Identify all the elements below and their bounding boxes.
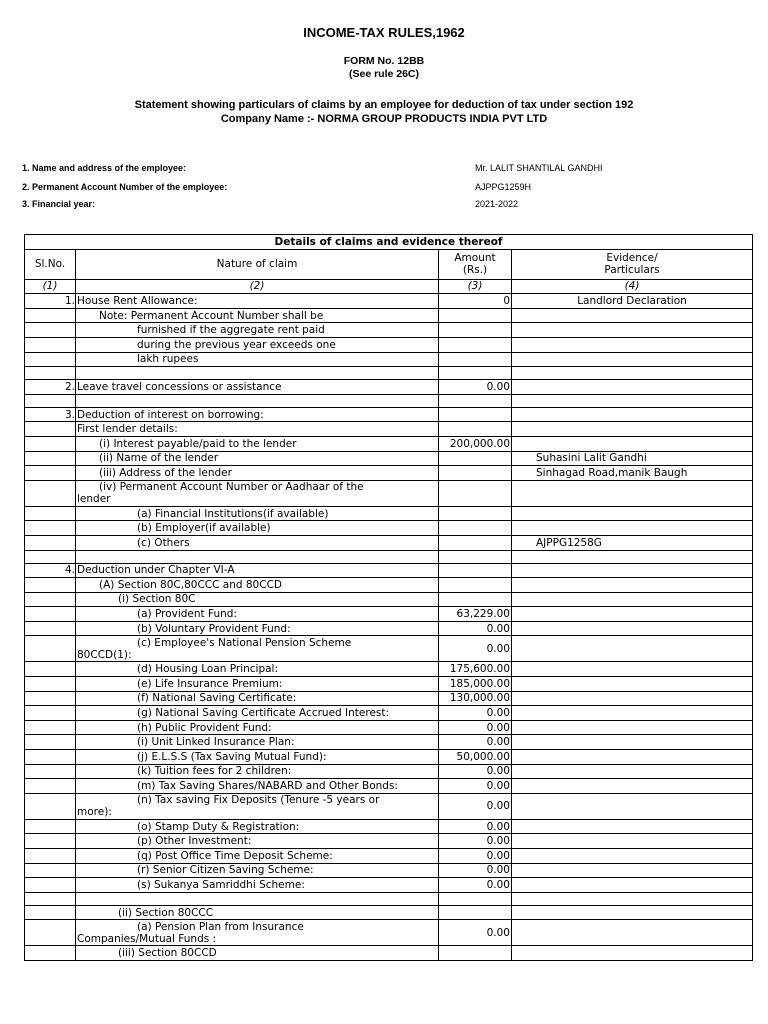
row-nature (76, 863, 439, 878)
row-evidence (512, 863, 753, 878)
header-amount-line2: (Rs.) (462, 264, 488, 277)
row-slno (25, 323, 76, 338)
row-nature (76, 422, 439, 437)
row-slno (25, 706, 76, 721)
row-nature (76, 764, 439, 779)
row-evidence (512, 592, 753, 607)
row-slno (25, 352, 76, 367)
table-row (25, 878, 753, 893)
table-row (25, 380, 753, 395)
row-slno (25, 720, 76, 735)
row-amount (439, 352, 512, 367)
row-nature (76, 819, 439, 834)
table-title: Details of claims and evidence thereof (25, 235, 753, 250)
table-row (25, 720, 753, 735)
row-amount (439, 466, 512, 481)
row-amount (439, 905, 512, 920)
row-slno (25, 422, 76, 437)
row-nature-text: Deduction under Chapter VI-A (77, 564, 235, 577)
row-amount: 0.00 (439, 834, 512, 849)
row-amount: 185,000.00 (439, 677, 512, 692)
row-nature-text: (iv) Permanent Account Number or Aadhaar of the (99, 481, 364, 494)
row-nature-text: (i) Unit Linked Insurance Plan: (137, 736, 295, 749)
row-nature (76, 323, 439, 338)
row-slno (25, 521, 76, 536)
row-nature (76, 308, 439, 323)
colnum-2-text: (2) (249, 280, 265, 293)
row-slno (25, 691, 76, 706)
row-nature-text: (a) Provident Fund: (137, 608, 237, 621)
row-nature-text: (ii) Section 80CCC (118, 906, 214, 919)
colnum-3-text: (3) (467, 280, 483, 293)
row-amount: 200,000.00 (439, 436, 512, 451)
row-evidence (512, 946, 753, 961)
row-nature (76, 607, 439, 622)
row-evidence: AJPPG1258G (512, 535, 753, 550)
row-slno (25, 905, 76, 920)
row-slno (25, 308, 76, 323)
row-amount: 0.00 (439, 849, 512, 864)
row-evidence (512, 878, 753, 893)
row-nature-text: (c) Others (137, 536, 190, 549)
row-evidence: Landlord Declaration (512, 294, 753, 309)
row-nature-text: (f) National Saving Certificate: (137, 692, 297, 705)
table-row (25, 863, 753, 878)
row-evidence (512, 621, 753, 636)
row-slno (25, 849, 76, 864)
form-title: INCOME-TAX RULES,1962 (303, 25, 465, 40)
table-row (25, 480, 753, 506)
row-nature-text: during the previous year exceeds one (137, 338, 336, 351)
row-nature (76, 394, 439, 407)
row-nature-text: lakh rupees (137, 353, 199, 366)
row-evidence (512, 834, 753, 849)
row-slno (25, 436, 76, 451)
row-nature-text: (A) Section 80C,80CCC and 80CCD (99, 578, 282, 591)
row-nature (76, 920, 439, 946)
row-nature-text: (ii) Name of the lender (99, 452, 219, 465)
row-nature-text: (q) Post Office Time Deposit Scheme: (137, 849, 333, 862)
row-nature (76, 892, 439, 905)
row-nature-text: (n) Tax saving Fix Deposits (Tenure -5 years or (137, 794, 380, 807)
row-evidence (512, 636, 753, 662)
row-amount (439, 337, 512, 352)
table-row (25, 677, 753, 692)
row-nature-text: (a) Financial Institutions(if available) (137, 507, 329, 520)
row-slno (25, 337, 76, 352)
row-nature-text: (j) E.L.S.S (Tax Saving Mutual Fund): (137, 750, 327, 763)
row-slno (25, 764, 76, 779)
row-slno (25, 750, 76, 765)
row-evidence (512, 436, 753, 451)
row-slno (25, 677, 76, 692)
row-nature (76, 677, 439, 692)
row-evidence (512, 677, 753, 692)
table-row (25, 466, 753, 481)
row-nature (76, 878, 439, 893)
row-slno: 2. (25, 380, 76, 395)
row-amount: 0 (439, 294, 512, 309)
row-nature-text-cont: 80CCD(1): (77, 648, 132, 661)
row-nature (76, 735, 439, 750)
table-row (25, 750, 753, 765)
row-amount: 0.00 (439, 735, 512, 750)
row-nature-text: (a) Pension Plan from Insurance (137, 920, 304, 933)
row-slno (25, 535, 76, 550)
form-no: FORM No. 12BB (343, 55, 425, 67)
table-row (25, 352, 753, 367)
row-evidence (512, 563, 753, 578)
header-amount (439, 249, 512, 279)
row-evidence (512, 662, 753, 677)
table-row (25, 662, 753, 677)
row-slno (25, 920, 76, 946)
row-nature (76, 706, 439, 721)
row-evidence (512, 550, 753, 563)
row-amount: 0.00 (439, 878, 512, 893)
row-nature-text: (o) Stamp Duty & Registration: (137, 820, 300, 833)
row-nature (76, 946, 439, 961)
row-evidence (512, 607, 753, 622)
row-amount (439, 308, 512, 323)
table-row (25, 592, 753, 607)
table-row (25, 422, 753, 437)
row-slno (25, 834, 76, 849)
row-nature-text: (r) Senior Citizen Saving Scheme: (137, 864, 314, 877)
row-evidence (512, 380, 753, 395)
row-nature-text: House Rent Allowance: (77, 294, 198, 307)
row-nature (76, 621, 439, 636)
row-slno (25, 578, 76, 593)
row-evidence (512, 793, 753, 819)
row-nature-text: (i) Interest payable/paid to the lender (99, 437, 297, 450)
row-slno (25, 550, 76, 563)
row-nature (76, 506, 439, 521)
table-row (25, 436, 753, 451)
row-amount (439, 563, 512, 578)
row-nature (76, 380, 439, 395)
table-row (25, 834, 753, 849)
row-evidence (512, 422, 753, 437)
row-amount: 0.00 (439, 621, 512, 636)
row-slno (25, 592, 76, 607)
row-evidence (512, 407, 753, 422)
row-nature-text: (iii) Section 80CCD (118, 947, 217, 960)
row-nature-text: (b) Employer(if available) (137, 522, 271, 535)
table-row (25, 550, 753, 563)
row-nature-text: Deduction of interest on borrowing: (77, 408, 264, 421)
employee-name-label: 1. Name and address of the employee: (22, 163, 187, 173)
row-evidence (512, 750, 753, 765)
financial-year-value: 2021-2022 (475, 199, 519, 209)
row-nature (76, 636, 439, 662)
row-evidence (512, 352, 753, 367)
row-amount: 130,000.00 (439, 691, 512, 706)
row-slno (25, 451, 76, 466)
row-nature-text: (d) Housing Loan Principal: (137, 663, 279, 676)
colnum-4 (512, 279, 753, 294)
row-amount: 0.00 (439, 819, 512, 834)
table-row (25, 946, 753, 961)
row-evidence (512, 779, 753, 794)
claims-table (24, 234, 753, 961)
row-slno (25, 779, 76, 794)
row-nature-text-cont: lender (77, 493, 111, 506)
row-nature-text: First lender details: (77, 423, 178, 436)
row-nature (76, 436, 439, 451)
form-rule: (See rule 26C) (348, 68, 420, 80)
row-evidence: Sinhagad Road,manik Baugh (512, 466, 753, 481)
row-slno (25, 863, 76, 878)
header-evidence-line2: Particulars (604, 264, 660, 277)
row-nature (76, 535, 439, 550)
row-amount: 0.00 (439, 764, 512, 779)
statement-block (0, 98, 768, 126)
table-row (25, 337, 753, 352)
row-nature-text: (i) Section 80C (118, 593, 196, 606)
financial-year-label: 3. Financial year: (22, 199, 96, 209)
row-amount: 0.00 (439, 863, 512, 878)
row-nature-text: (h) Public Provident Fund: (137, 721, 272, 734)
row-nature (76, 407, 439, 422)
row-nature-text: (p) Other Investment: (137, 835, 252, 848)
row-amount: 50,000.00 (439, 750, 512, 765)
row-amount (439, 946, 512, 961)
row-evidence (512, 849, 753, 864)
row-slno (25, 735, 76, 750)
row-amount (439, 550, 512, 563)
row-nature (76, 779, 439, 794)
table-row (25, 636, 753, 662)
table-row (25, 394, 753, 407)
row-slno (25, 480, 76, 506)
row-nature (76, 563, 439, 578)
row-amount: 0.00 (439, 720, 512, 735)
table-row (25, 764, 753, 779)
table-row (25, 323, 753, 338)
row-nature (76, 337, 439, 352)
row-nature (76, 793, 439, 819)
row-nature (76, 592, 439, 607)
row-evidence (512, 819, 753, 834)
table-row (25, 819, 753, 834)
table-row (25, 621, 753, 636)
row-slno (25, 819, 76, 834)
row-nature (76, 691, 439, 706)
row-nature (76, 578, 439, 593)
table-row (25, 691, 753, 706)
table-row (25, 535, 753, 550)
row-nature-text-cont: more): (77, 806, 112, 819)
row-evidence (512, 308, 753, 323)
table-row (25, 407, 753, 422)
row-amount (439, 480, 512, 506)
colnum-1 (25, 279, 76, 294)
row-amount (439, 323, 512, 338)
table-row (25, 735, 753, 750)
row-nature-text: (g) National Saving Certificate Accrued Interest: (137, 707, 390, 720)
row-nature (76, 521, 439, 536)
row-evidence (512, 905, 753, 920)
row-amount (439, 592, 512, 607)
row-nature-text-cont: Companies/Mutual Funds : (77, 932, 217, 945)
table-row (25, 578, 753, 593)
table-row (25, 521, 753, 536)
row-nature (76, 352, 439, 367)
table-row (25, 793, 753, 819)
row-nature-text: Leave travel concessions or assistance (77, 380, 282, 393)
row-slno (25, 878, 76, 893)
row-slno (25, 394, 76, 407)
table-row (25, 367, 753, 380)
row-nature (76, 550, 439, 563)
table-row (25, 779, 753, 794)
table-row (25, 892, 753, 905)
row-evidence (512, 920, 753, 946)
row-slno (25, 466, 76, 481)
row-slno: 4. (25, 563, 76, 578)
table-row (25, 849, 753, 864)
row-amount: 63,229.00 (439, 607, 512, 622)
table-row (25, 308, 753, 323)
row-evidence (512, 578, 753, 593)
row-amount (439, 394, 512, 407)
form-number (0, 55, 768, 81)
colnum-1-text: (1) (42, 280, 58, 293)
row-nature (76, 849, 439, 864)
row-nature-text: (iii) Address of the lender (99, 466, 232, 479)
table-row (25, 451, 753, 466)
colnum-4-text: (4) (624, 280, 640, 293)
row-nature-text: (e) Life Insurance Premium: (137, 677, 283, 690)
row-evidence (512, 337, 753, 352)
header-evidence (512, 249, 753, 279)
row-slno (25, 506, 76, 521)
table-row (25, 563, 753, 578)
table-row (25, 905, 753, 920)
row-amount: 0.00 (439, 779, 512, 794)
row-nature (76, 750, 439, 765)
row-evidence (512, 892, 753, 905)
header-amount-line1: Amount (454, 252, 496, 265)
table-row (25, 607, 753, 622)
employee-pan-value: AJPPG1259H (475, 182, 532, 192)
row-amount: 0.00 (439, 793, 512, 819)
row-nature-text: Note: Permanent Account Number shall be (99, 309, 324, 322)
row-nature (76, 720, 439, 735)
row-nature-text: (m) Tax Saving Shares/NABARD and Other Bonds: (137, 780, 398, 793)
row-slno (25, 621, 76, 636)
header-evidence-line1: Evidence/ (606, 252, 658, 265)
row-slno (25, 946, 76, 961)
colnum-3 (439, 279, 512, 294)
row-amount (439, 578, 512, 593)
employee-pan-row (22, 182, 742, 196)
table-row (25, 506, 753, 521)
row-nature (76, 905, 439, 920)
colnum-2 (76, 279, 439, 294)
row-evidence (512, 323, 753, 338)
row-amount: 175,600.00 (439, 662, 512, 677)
row-evidence (512, 735, 753, 750)
row-amount (439, 521, 512, 536)
employee-name-value: Mr. LALIT SHANTILAL GANDHI (475, 163, 603, 173)
row-nature-text: (s) Sukanya Samriddhi Scheme: (137, 878, 305, 891)
row-evidence (512, 691, 753, 706)
row-evidence (512, 521, 753, 536)
row-nature (76, 367, 439, 380)
table-row (25, 920, 753, 946)
row-evidence: Suhasini Lalit Gandhi (512, 451, 753, 466)
row-amount: 0.00 (439, 920, 512, 946)
company-name: Company Name :- NORMA GROUP PRODUCTS INDIA PVT LTD (220, 113, 548, 125)
row-nature (76, 662, 439, 677)
row-amount (439, 367, 512, 380)
row-slno: 1. (25, 294, 76, 309)
row-slno (25, 662, 76, 677)
row-nature (76, 834, 439, 849)
table-row (25, 706, 753, 721)
row-slno (25, 367, 76, 380)
table-row (25, 294, 753, 309)
employee-name-row (22, 163, 742, 177)
row-amount (439, 535, 512, 550)
employee-pan-label: 2. Permanent Account Number of the employee: (22, 182, 228, 192)
header-slno: Sl.No. (25, 249, 76, 279)
row-nature (76, 466, 439, 481)
row-evidence (512, 764, 753, 779)
row-evidence (512, 720, 753, 735)
row-evidence (512, 394, 753, 407)
row-nature (76, 451, 439, 466)
row-amount: 0.00 (439, 636, 512, 662)
statement-text: Statement showing particulars of claims by an employee for deduction of tax under section 192 (134, 99, 634, 111)
row-nature (76, 480, 439, 506)
row-nature (76, 294, 439, 309)
row-slno (25, 607, 76, 622)
row-amount: 0.00 (439, 706, 512, 721)
financial-year-row (22, 199, 742, 213)
row-nature-text: furnished if the aggregate rent paid (137, 324, 325, 337)
row-slno (25, 636, 76, 662)
row-nature-text: (c) Employee's National Pension Scheme (137, 636, 352, 649)
row-amount (439, 422, 512, 437)
row-slno (25, 793, 76, 819)
row-evidence (512, 480, 753, 506)
row-nature-text: (k) Tuition fees for 2 children: (137, 765, 292, 778)
row-evidence (512, 706, 753, 721)
row-amount: 0.00 (439, 380, 512, 395)
row-amount (439, 892, 512, 905)
row-evidence (512, 506, 753, 521)
row-amount (439, 506, 512, 521)
row-amount (439, 407, 512, 422)
row-nature-text: (b) Voluntary Provident Fund: (137, 622, 291, 635)
row-slno (25, 892, 76, 905)
header-nature: Nature of claim (76, 249, 439, 279)
row-slno: 3. (25, 407, 76, 422)
row-amount (439, 451, 512, 466)
row-evidence (512, 367, 753, 380)
